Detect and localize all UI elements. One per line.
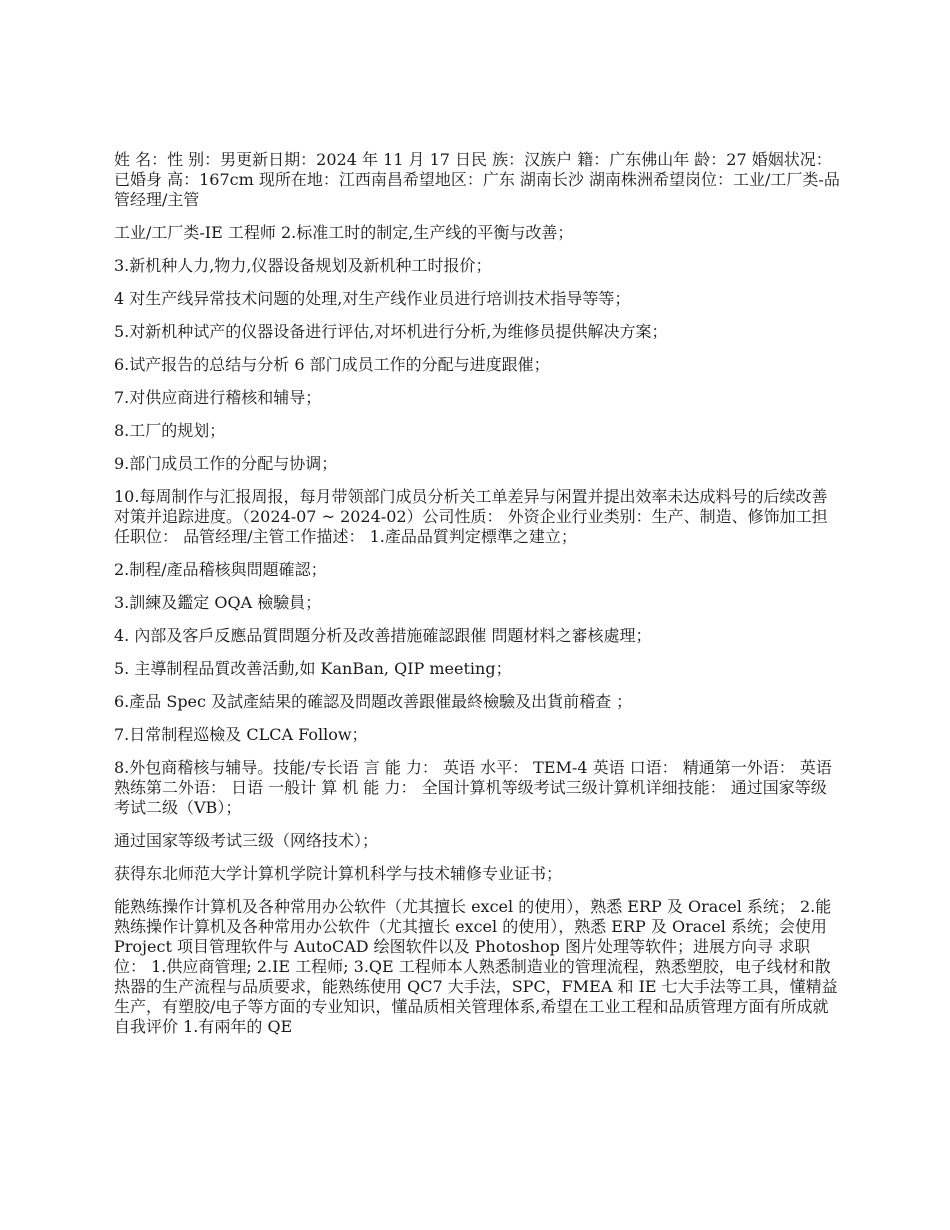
paragraph-qa-item-7: 7.日常制程巡檢及 CLCA Follow； [114,725,368,744]
document-page [114,150,840,1050]
paragraph-item-4: 4 对生产线异常技术问题的处理,对生产线作业员进行培训技术指导等等； [114,289,631,308]
paragraph-software-evaluation: 能熟练操作计算机及各种常用办公软件（尤其擅长 excel 的使用），熟悉 ERP 及 Oracel 系统； 2.能熟练操作计算机及各种常用办公软件（尤其擅长 excel 的使用），熟悉 ERP 及 Oracel 系统；会使用 Project 项目管理软件与 AutoCAD 绘图软件以及 Photoshop 图片处理等软件；进展方向寻 求职 位： 1.供应商管理; 2.IE 工程师; 3.QE 工程师本人熟悉制造业的管理流程，熟悉塑胶，电子线材和散热器的生产流程与品质要求，能熟练使用 QC7 大手法，SPC，FMEA 和 IE 七大手法等工具，懂精益生产，有塑胶/电子等方面的专业知识，懂品质相关管理体系,希望在工业工程和品质管理方面有所成就 自我评价 1.有兩年的 QE [114,897,838,1036]
paragraph-ie-engineer: 工业/工厂类-IE 工程师 2.标准工时的制定,生产线的平衡与改善； [114,223,574,242]
paragraph-item-7: 7.对供应商进行稽核和辅导； [114,388,322,407]
paragraph-qa-item-2: 2.制程/產品稽核與問題確認； [114,560,327,579]
paragraph-personal-info: 姓 名：性 别：男更新日期：2024 年 11 月 17 日民 族：汉族户 籍：广东佛山年 龄：27 婚姻状况：已婚身 高：167cm 现所在地：江西南昌希望地区：广东 湖南长沙 湖南株洲希望岗位：工业/工厂类-品管经理/主管 [114,150,840,209]
paragraph-item-10: 10.每周制作与汇报周报，每月带领部门成员分析关工单差异与闲置并提出效率未达成料号的后续改善对策并追踪进度。（2024-07 ~ 2024-02）公司性质： 外资企业行业类别：生产、制造、修饰加工担任职位： 品管经理/主管工作描述： 1.產品品質判定標準之建立； [114,487,828,546]
paragraph-qa-item-3: 3.訓練及鑑定 OQA 檢驗員； [114,593,322,612]
paragraph-skills: 8.外包商稽核与辅导。技能/专长语 言 能 力： 英语 水平： TEM-4 英语 口语： 精通第一外语： 英语 熟练第二外语： 日语 一般计 算 机 能 力： 全国计算机等级考试三级计算机详细技能： 通过国家等级考试二级（VB）； [114,758,832,817]
paragraph-item-6: 6.试产报告的总结与分析 6 部门成员工作的分配与进度跟催； [114,355,550,374]
paragraph-item-9: 9.部门成员工作的分配与协调； [114,454,338,473]
paragraph-qa-item-6: 6.產品 Spec 及試產結果的確認及問題改善跟催最終檢驗及出貨前稽查 ； [114,692,633,711]
paragraph-qa-item-4: 4. 內部及客戶反應品質問題分析及改善措施確認跟催 問題材料之審核處理； [114,626,652,645]
paragraph-item-3: 3.新机种人力,物力,仪器设备规划及新机种工时报价； [114,256,492,275]
paragraph-minor-cert: 获得东北师范大学计算机学院计算机科学与技术辅修专业证书； [114,864,563,883]
paragraph-item-5: 5.对新机种试产的仪器设备进行评估,对坏机进行分析,为维修员提供解决方案； [114,322,668,341]
paragraph-qa-item-5: 5. 主導制程品質改善活動,如 KanBan, QIP meeting； [114,659,512,678]
paragraph-item-8: 8.工厂的规划； [114,421,226,440]
paragraph-network-cert: 通过国家等级考试三级（网络技术）； [114,831,379,850]
